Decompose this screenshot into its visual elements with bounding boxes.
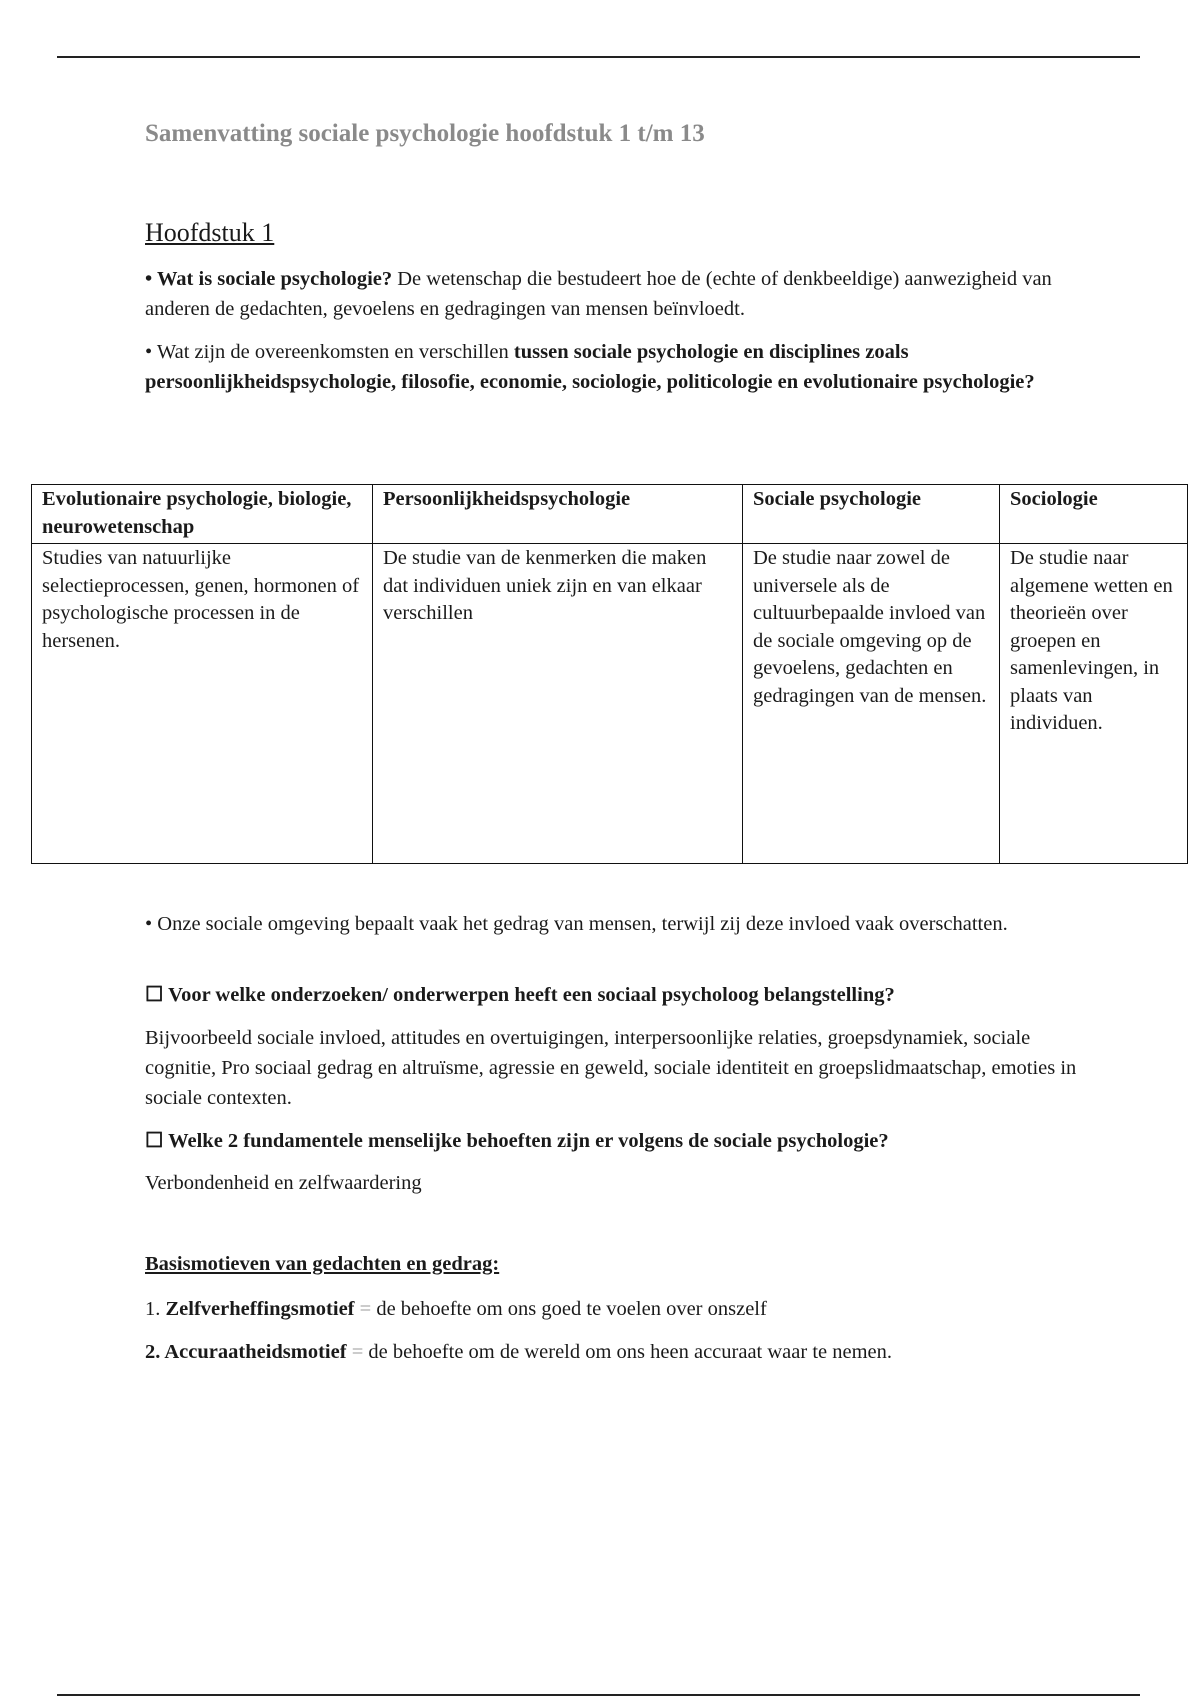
answer-fundamental-needs: Verbondenheid en zelfwaardering — [145, 1172, 422, 1194]
document-title: Samenvatting sociale psychologie hoofdstuk 1 t/m 13 — [145, 120, 705, 147]
motive-term: Zelfverheffingsmotief — [165, 1298, 355, 1320]
table-header-cell: Sociologie — [1000, 485, 1188, 544]
table-row — [32, 544, 1188, 864]
question-text: Welke 2 fundamentele menselijke behoeften zijn er volgens de sociale psychologie? — [168, 1130, 889, 1152]
top-rule — [57, 56, 1140, 58]
table-cell: Studies van natuurlijke selectieprocessen, genen, hormonen of psychologische processen in de hersenen. — [32, 544, 373, 864]
question-bold-text: tussen sociale psychologie en disciplines zoals persoonlijkheidspsychologie, filosofie, economie, sociologie, politicologie en evolutionaire psychologie? — [145, 341, 1035, 393]
bottom-rule — [57, 1694, 1140, 1696]
bullet: • — [145, 268, 157, 290]
table-cell: De studie van de kenmerken die maken dat individuen uniek zijn en van elkaar verschillen — [373, 544, 743, 864]
motive-number: 1. — [145, 1298, 166, 1320]
question-text: • Wat zijn de overeenkomsten en verschillen — [145, 341, 514, 363]
checkbox-icon: ☐ — [145, 984, 169, 1006]
table-header-cell: Persoonlijkheidspsychologie — [373, 485, 743, 544]
question-what-is-social-psychology — [145, 264, 1095, 324]
motive-description: de behoefte om ons goed te voelen over onszelf — [376, 1298, 767, 1320]
question-research-topics — [145, 980, 1095, 1010]
question-disciplines — [145, 337, 1095, 397]
table-cell: De studie naar algemene wetten en theorieën over groepen en samenlevingen, in plaats van individuen. — [1000, 544, 1188, 864]
chapter-heading: Hoofdstuk 1 — [145, 218, 275, 247]
table-cell: De studie naar zowel de universele als de cultuurbepaalde invloed van de sociale omgeving op de gevoelens, gedachten en gedragingen van de mensen. — [743, 544, 1000, 864]
question-fundamental-needs — [145, 1126, 1095, 1156]
motive-number: 2. — [145, 1341, 165, 1363]
checkbox-icon: ☐ — [145, 1130, 169, 1152]
answer-research-topics: Bijvoorbeeld sociale invloed, attitudes en overtuigingen, interpersoonlijke relaties, groepsdynamiek, sociale cognitie, Pro sociaal gedrag en altruïsme, agressie en geweld, sociale identiteit en groepslidmaatschap, emoties in sociale contexten. — [145, 1027, 1077, 1109]
equals-sign: = — [354, 1298, 377, 1320]
question-text: Voor welke onderzoeken/ onderwerpen heeft een sociaal psycholoog belangstelling? — [168, 984, 895, 1006]
disciplines-comparison-table — [31, 484, 1188, 864]
table-header-cell: Evolutionaire psychologie, biologie, neurowetenschap — [32, 485, 373, 544]
social-influence-statement: • Onze sociale omgeving bepaalt vaak het gedrag van mensen, terwijl zij deze invloed vaak overschatten. — [145, 913, 1008, 935]
equals-sign: = — [346, 1341, 369, 1363]
table-header-cell: Sociale psychologie — [743, 485, 1000, 544]
table-header-row — [32, 485, 1188, 544]
motives-heading: Basismotieven van gedachten en gedrag: — [145, 1253, 500, 1275]
motive-item — [145, 1294, 1095, 1324]
motive-term: Accuraatheidsmotief — [164, 1341, 347, 1363]
motive-description: de behoefte om de wereld om ons heen accuraat waar te nemen. — [368, 1341, 893, 1363]
motive-item — [145, 1337, 1095, 1367]
answer-text: De wetenschap die bestudeert hoe de (echte of denkbeeldige) aanwezigheid van anderen de gedachten, gevoelens en gedragingen van mensen beïnvloedt. — [145, 268, 1052, 320]
question-label: Wat is sociale psychologie? — [156, 268, 393, 290]
